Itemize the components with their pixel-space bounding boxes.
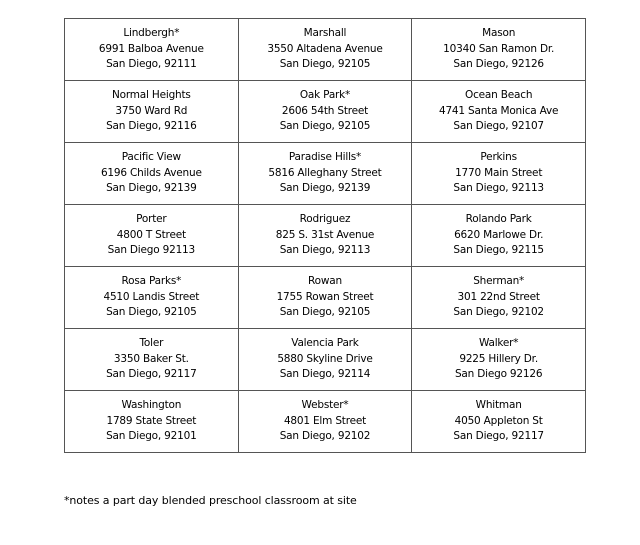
site-name: Walker* bbox=[478, 337, 519, 350]
site-cell bbox=[412, 81, 586, 143]
site-street: 4050 Appleton St bbox=[454, 414, 543, 427]
site-street: 6620 Marlowe Dr. bbox=[454, 228, 544, 241]
site-city: San Diego, 92117 bbox=[453, 430, 544, 443]
site-street: 10340 San Ramon Dr. bbox=[443, 42, 555, 55]
site-name: Washington bbox=[121, 399, 182, 412]
table-row bbox=[65, 81, 586, 143]
site-cell bbox=[412, 205, 586, 267]
site-cell bbox=[412, 267, 586, 329]
site-cell bbox=[65, 267, 239, 329]
site-city: San Diego, 92105 bbox=[279, 306, 371, 319]
site-street: 6991 Balboa Avenue bbox=[98, 42, 204, 55]
site-street: 1755 Rowan Street bbox=[276, 290, 374, 303]
table-row bbox=[65, 391, 586, 453]
site-street: 1789 State Street bbox=[106, 414, 197, 427]
site-street: 4741 Santa Monica Ave bbox=[438, 104, 559, 117]
site-city: San Diego, 92113 bbox=[279, 244, 371, 257]
site-city: San Diego, 92101 bbox=[106, 430, 197, 443]
site-street: 6196 Childs Avenue bbox=[100, 166, 202, 179]
site-name: Sherman* bbox=[473, 275, 525, 288]
footnote: *notes a part day blended preschool classroom at site bbox=[64, 494, 357, 507]
site-cell bbox=[238, 267, 412, 329]
site-cell bbox=[65, 391, 239, 453]
site-cell bbox=[412, 391, 586, 453]
school-sites-table bbox=[64, 18, 586, 453]
site-street: 4801 Elm Street bbox=[283, 414, 367, 427]
site-name: Ocean Beach bbox=[465, 89, 533, 102]
site-street: 825 S. 31st Avenue bbox=[275, 228, 375, 241]
site-street: 2606 54th Street bbox=[281, 104, 369, 117]
site-street: 5880 Skyline Drive bbox=[277, 352, 373, 365]
site-name: Webster* bbox=[301, 399, 349, 412]
site-cell bbox=[65, 329, 239, 391]
site-cell bbox=[412, 329, 586, 391]
site-street: 4510 Landis Street bbox=[103, 290, 200, 303]
site-street: 5816 Alleghany Street bbox=[268, 166, 382, 179]
site-city: San Diego, 92113 bbox=[453, 182, 544, 195]
table-row bbox=[65, 329, 586, 391]
table-row bbox=[65, 19, 586, 81]
site-city: San Diego, 92102 bbox=[279, 430, 371, 443]
site-name: Oak Park* bbox=[299, 89, 351, 102]
site-city: San Diego, 92139 bbox=[279, 182, 371, 195]
site-city: San Diego, 92105 bbox=[279, 58, 371, 71]
site-city: San Diego, 92126 bbox=[453, 58, 544, 71]
site-city: San Diego, 92105 bbox=[279, 120, 371, 133]
site-name: Whitman bbox=[475, 399, 522, 412]
site-city: San Diego, 92115 bbox=[453, 244, 544, 257]
site-name: Rodriguez bbox=[299, 213, 351, 226]
site-cell bbox=[238, 143, 412, 205]
site-street: 9225 Hillery Dr. bbox=[459, 352, 538, 365]
site-city: San Diego, 92102 bbox=[453, 306, 544, 319]
site-name: Marshall bbox=[303, 27, 347, 40]
site-city: San Diego, 92117 bbox=[106, 368, 197, 381]
site-street: 301 22nd Street bbox=[457, 290, 540, 303]
site-cell bbox=[65, 81, 239, 143]
site-cell bbox=[412, 19, 586, 81]
site-name: Valencia Park bbox=[291, 337, 359, 350]
site-cell bbox=[65, 19, 239, 81]
site-cell bbox=[238, 205, 412, 267]
site-name: Perkins bbox=[480, 151, 517, 164]
site-name: Rolando Park bbox=[465, 213, 532, 226]
site-city: San Diego 92113 bbox=[107, 244, 196, 257]
site-city: San Diego, 92105 bbox=[106, 306, 197, 319]
site-cell bbox=[65, 205, 239, 267]
site-street: 3350 Baker St. bbox=[113, 352, 189, 365]
site-cell bbox=[412, 143, 586, 205]
school-sites-table-body bbox=[65, 19, 586, 453]
site-name: Rowan bbox=[308, 275, 342, 288]
site-city: San Diego, 92107 bbox=[453, 120, 544, 133]
site-city: San Diego, 92116 bbox=[106, 120, 197, 133]
site-cell bbox=[238, 81, 412, 143]
table-row bbox=[65, 267, 586, 329]
site-street: 4800 T Street bbox=[116, 228, 186, 241]
site-street: 3550 Altadena Avenue bbox=[267, 42, 383, 55]
site-name: Normal Heights bbox=[111, 89, 191, 102]
site-cell bbox=[238, 329, 412, 391]
site-name: Lindbergh* bbox=[123, 27, 180, 40]
site-name: Rosa Parks* bbox=[121, 275, 182, 288]
site-city: San Diego, 92139 bbox=[106, 182, 197, 195]
site-cell bbox=[238, 391, 412, 453]
site-street: 3750 Ward Rd bbox=[115, 104, 188, 117]
site-city: San Diego 92126 bbox=[454, 368, 543, 381]
site-cell bbox=[65, 143, 239, 205]
site-name: Toler bbox=[139, 337, 164, 350]
site-name: Porter bbox=[136, 213, 167, 226]
site-city: San Diego, 92111 bbox=[106, 58, 197, 71]
table-row bbox=[65, 205, 586, 267]
site-street: 1770 Main Street bbox=[455, 166, 543, 179]
site-name: Pacific View bbox=[121, 151, 181, 164]
site-cell bbox=[238, 19, 412, 81]
table-row bbox=[65, 143, 586, 205]
site-name: Paradise Hills* bbox=[288, 151, 362, 164]
site-name: Mason bbox=[482, 27, 516, 40]
site-city: San Diego, 92114 bbox=[279, 368, 371, 381]
